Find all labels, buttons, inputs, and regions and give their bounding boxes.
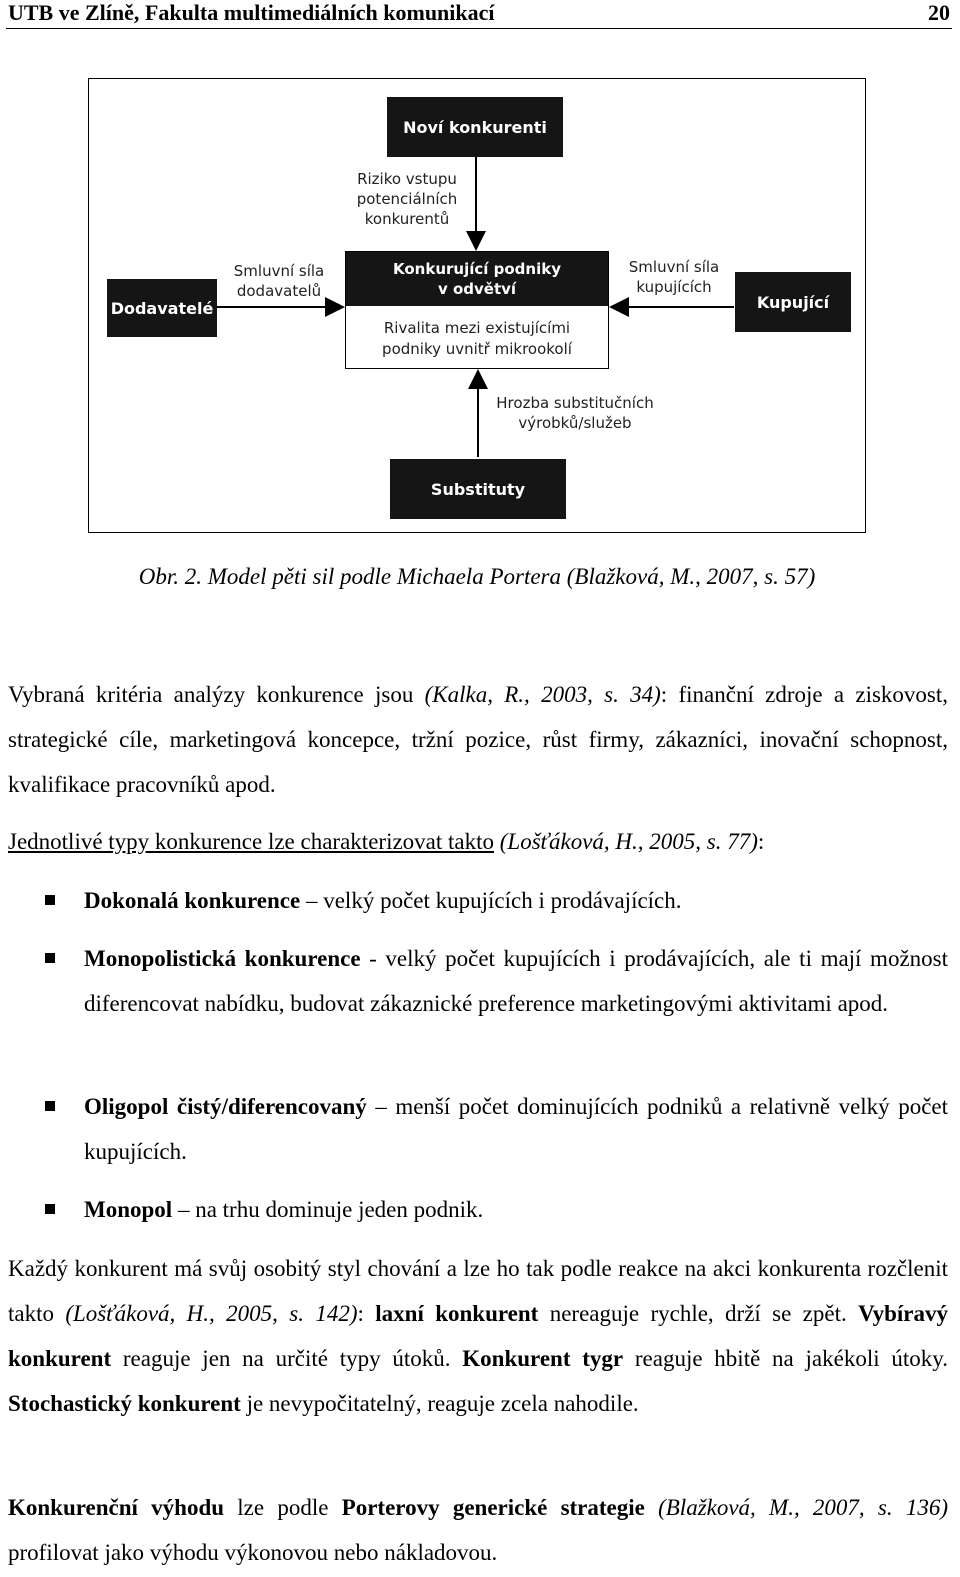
paragraph-text: nereaguje rychle, drží se zpět.	[538, 1301, 859, 1326]
header-title: UTB ve Zlíně, Fakulta multimediálních komunikací	[8, 0, 495, 25]
paragraph-text: : finanční zdroje a ziskovost, strategické cíle, marketingová koncepce, tržní pozice, růst firmy, zákazníci, inovační schopnost, kvalifikace pracovníků apod.	[8, 682, 949, 797]
term: Monopolistická konkurence	[84, 946, 361, 971]
term: Konkurent tygr	[462, 1346, 624, 1371]
paragraph-text: :	[357, 1301, 376, 1326]
term: laxní konkurent	[375, 1301, 539, 1326]
citation: (Blažková, M., 2007, s. 136)	[644, 1495, 949, 1520]
definition: - velký počet kupujících i prodávajících, ale ti mají možnost diferencovat nabídku, budovat zákaznické preference marketingovými aktivitami apod.	[84, 946, 948, 1016]
substitutes-label: Hrozba substitučních výrobků/služeb	[496, 394, 654, 432]
suppliers-label: Smluvní síla dodavatelů	[233, 262, 325, 300]
paragraph-criteria	[8, 672, 948, 807]
list-item	[84, 936, 948, 1026]
term: Porterovy generické strategie	[341, 1495, 645, 1520]
paragraph-text: je nevypočitatelný, reaguje zcela nahodile.	[240, 1391, 639, 1416]
buyers-label: Smluvní síla kupujících	[628, 258, 720, 296]
bullet-icon	[45, 1101, 55, 1111]
buyers-box: Kupující	[735, 272, 851, 332]
industry-competitors-box	[345, 251, 609, 369]
citation: (Lošťáková, H., 2005, s. 77)	[494, 829, 758, 854]
list-item	[84, 878, 948, 923]
citation: (Kalka, R., 2003, s. 34)	[424, 682, 661, 707]
paragraph-text: lze podle	[224, 1495, 342, 1520]
list-item	[84, 1187, 948, 1232]
industry-competitors-title: Konkurující podniky v odvětví	[346, 252, 608, 306]
definition: – velký počet kupujících i prodávajících.	[300, 888, 682, 913]
substitutes-box: Substituty	[390, 459, 566, 519]
paragraph-text: reaguje jen na určité typy útoků.	[111, 1346, 463, 1371]
list-item	[84, 1084, 948, 1174]
paragraph-competitor-styles	[8, 1246, 948, 1426]
bullet-icon	[45, 1204, 55, 1214]
term: Konkurenční výhodu	[8, 1495, 225, 1520]
term: Monopol	[84, 1197, 173, 1222]
definition: – menší počet dominujících podniků a relativně velký počet kupujících.	[84, 1094, 948, 1164]
new-entrants-label: Riziko vstupu potenciálních konkurentů	[356, 170, 458, 228]
paragraph-text: :	[757, 829, 765, 854]
definition: – na trhu dominuje jeden podnik.	[172, 1197, 484, 1222]
paragraph-text: profilovat jako výhodu výkonovou nebo nákladovou.	[8, 1540, 498, 1565]
term: Stochastický konkurent	[8, 1391, 241, 1416]
paragraph-types-intro	[8, 819, 948, 864]
page-number: 20	[928, 0, 950, 25]
citation: (Lošťáková, H., 2005, s. 142)	[65, 1301, 358, 1326]
porter-five-forces-diagram	[88, 78, 866, 533]
term: Dokonalá konkurence	[84, 888, 301, 913]
figure-caption: Obr. 2. Model pěti sil podle Michaela Portera (Blažková, M., 2007, s. 57)	[138, 564, 816, 589]
suppliers-box: Dodavatelé	[107, 279, 217, 337]
paragraph-text: reaguje hbitě na jakékoli útoky.	[623, 1346, 948, 1371]
page-header	[6, 0, 952, 29]
industry-rivalry-text: Rivalita mezi existujícími podniky uvnitř mikrookolí	[382, 319, 572, 358]
bullet-icon	[45, 895, 55, 905]
term: Oligopol čistý/diferencovaný	[84, 1094, 367, 1119]
paragraph-competitive-advantage	[8, 1485, 948, 1575]
underlined-text: Jednotlivé typy konkurence lze charakterizovat takto	[8, 829, 494, 854]
term: Vybíravý konkurent	[8, 1301, 948, 1371]
bullet-icon	[45, 953, 55, 963]
paragraph-text: Vybraná kritéria analýzy konkurence jsou	[8, 682, 425, 707]
new-entrants-box: Noví konkurenti	[387, 97, 563, 157]
paragraph-text: Každý konkurent má svůj osobitý styl chování a lze ho tak podle reakce na akci konkurenta rozčlenit takto	[8, 1256, 948, 1326]
